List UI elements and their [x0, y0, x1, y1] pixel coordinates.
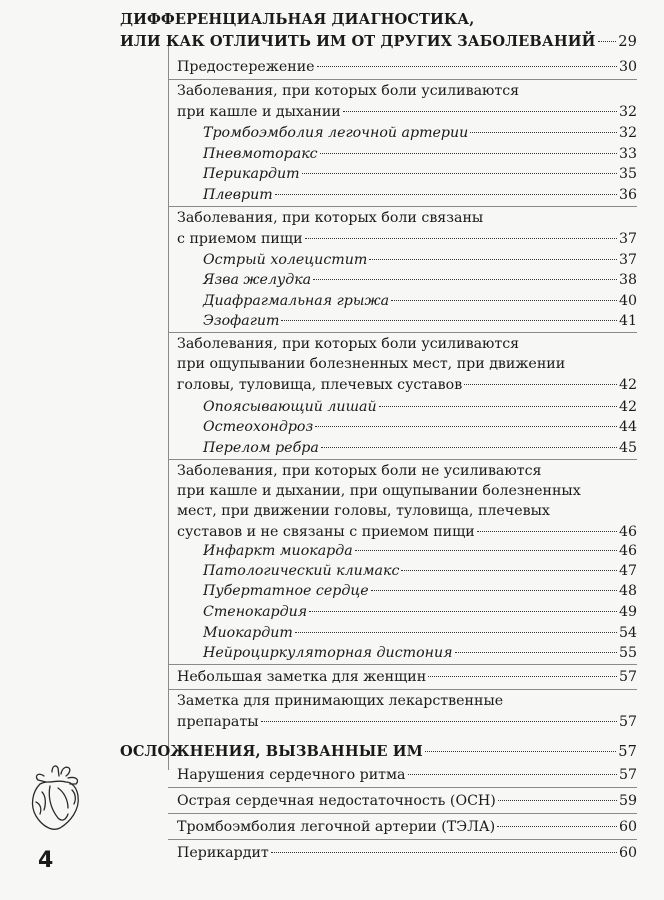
toc-item-label: Остеохондроз [203, 419, 314, 436]
leader-dots [295, 618, 617, 633]
toc-page-number: 59 [618, 793, 637, 810]
leader-dots [379, 392, 617, 407]
toc-item-label: Нейроциркуляторная дистония [203, 645, 453, 662]
toc-entry-label: Заболевания, при которых боли связаны [177, 210, 484, 226]
leader-dots [309, 597, 617, 612]
toc-page-number: 46 [618, 524, 637, 541]
toc-entry-label: головы, туловища, плечевых суставов [177, 377, 463, 394]
toc-item[interactable] [203, 437, 637, 458]
toc-entry-label: Перикардит [177, 845, 269, 862]
toc-chapter-complications[interactable] [120, 740, 637, 762]
toc-page-number: 60 [618, 819, 637, 836]
leader-dots [391, 286, 617, 301]
toc-entry-label: Тромбоэмболия легочной артерии (ТЭЛА) [177, 819, 496, 836]
toc-entry-label: Нарушения сердечного ритма [177, 767, 406, 784]
vertical-divider [168, 37, 169, 770]
toc-page-number: 35 [618, 166, 637, 183]
leader-dots [455, 638, 617, 653]
toc-page-number: 42 [618, 377, 637, 394]
toc-entry-warning[interactable] [177, 56, 637, 77]
leader-dots [261, 707, 617, 722]
leader-dots [271, 838, 617, 853]
toc-entry-heart-failure[interactable] [177, 790, 637, 811]
toc-entry-group-food[interactable] [177, 208, 637, 249]
toc-entry-group-palpation[interactable] [177, 334, 637, 395]
toc-page-number: 48 [618, 583, 637, 600]
toc-page-number: 60 [618, 845, 637, 862]
toc-page-number: 42 [618, 399, 637, 416]
leader-dots [313, 265, 617, 280]
toc-item-label: Инфаркт миокарда [203, 543, 353, 560]
toc-entry-label: препараты [177, 714, 259, 731]
leader-dots [355, 536, 617, 551]
toc-page-number: 30 [618, 59, 637, 76]
toc-page-number: 37 [618, 231, 637, 248]
leader-dots [371, 576, 617, 591]
toc-page-number: 55 [618, 645, 637, 662]
toc-chapter-differential-diagnosis[interactable] [120, 10, 637, 52]
toc-entry-label: при кашле и дыхании [177, 104, 341, 121]
toc-page-number: 38 [618, 272, 637, 289]
toc-entry-group-other[interactable] [177, 461, 637, 542]
leader-dots [315, 412, 617, 427]
toc-item-label: Патологический климакс [203, 563, 400, 580]
toc-entry-label: Заболевания, при которых боли усиливаются [177, 336, 520, 352]
toc-item-label: Пневмоторакс [203, 146, 318, 163]
toc-page-number: 29 [618, 32, 637, 50]
leader-dots [464, 370, 617, 385]
toc-chapter-title-line: ИЛИ КАК ОТЛИЧИТЬ ИМ ОТ ДРУГИХ ЗАБОЛЕВАНИЙ [120, 32, 596, 50]
divider [168, 459, 637, 460]
toc-page-number: 57 [618, 767, 637, 784]
toc-item[interactable] [203, 184, 637, 205]
toc-item-label: Плеврит [203, 187, 273, 204]
toc-page-number: 36 [618, 187, 637, 204]
toc-entry-note-women[interactable] [177, 666, 637, 687]
toc-entry-label: при кашле и дыхании, при ощупывании болезненных [177, 483, 581, 499]
toc-page-number: 54 [618, 625, 637, 642]
toc-page-number: 32 [618, 125, 637, 142]
leader-dots [321, 433, 617, 448]
leader-dots [275, 180, 617, 195]
toc-page-number: 57 [618, 714, 637, 731]
toc-page-number: 57 [618, 742, 637, 760]
leader-dots [317, 52, 617, 67]
toc-entry-group-breathing[interactable] [177, 81, 637, 122]
toc-item-label: Пубертатное сердце [203, 583, 369, 600]
toc-entry-label: мест, при движении головы, туловища, плечевых [177, 503, 550, 519]
leader-dots [477, 517, 617, 532]
toc-entry-arrhythmia[interactable] [177, 764, 637, 785]
leader-dots [369, 245, 617, 260]
toc-item-label: Опоясывающий лишай [203, 399, 377, 416]
toc-item-label: Перикардит [203, 166, 300, 183]
leader-dots [425, 736, 616, 752]
toc-entry-label: Предостережение [177, 59, 315, 76]
toc-page-number: 45 [618, 440, 637, 457]
leader-dots [302, 159, 617, 174]
toc-entry-note-drugs[interactable] [177, 691, 637, 732]
leader-dots [498, 786, 617, 801]
toc-entry-label: Небольшая заметка для женщин [177, 669, 427, 686]
leader-dots [281, 306, 616, 321]
divider [168, 332, 637, 333]
divider [168, 79, 637, 80]
toc-page-number: 40 [618, 293, 637, 310]
toc-chapter-title-line: ДИФФЕРЕНЦИАЛЬНАЯ ДИАГНОСТИКА, [120, 11, 475, 28]
toc-item-label: Диафрагмальная грыжа [203, 293, 390, 310]
page-number: 4 [38, 848, 54, 873]
toc-item-label: Тромбоэмболия легочной артерии [203, 125, 469, 142]
toc-page-number: 46 [618, 543, 637, 560]
leader-dots [401, 556, 617, 571]
anatomical-heart-icon [22, 762, 88, 834]
leader-dots [343, 97, 617, 112]
leader-dots [305, 224, 617, 239]
toc-page-number: 57 [618, 669, 637, 686]
toc-entry-label: Заболевания, при которых боли не усиливаются [177, 463, 542, 479]
toc-entry-tela[interactable] [177, 816, 637, 837]
toc-page-number: 41 [618, 313, 637, 330]
toc-entry-label: Заметка для принимающих лекарственные [177, 693, 504, 709]
toc-chapter-title-line: ОСЛОЖНЕНИЯ, ВЫЗВАННЫЕ ИМ [120, 742, 423, 760]
toc-item-label: Миокардит [203, 625, 293, 642]
toc-item[interactable] [203, 310, 637, 331]
toc-item-label: Острый холецистит [203, 252, 368, 269]
divider [168, 689, 637, 690]
toc-entry-label: суставов и не связаны с приемом пищи [177, 524, 475, 541]
toc-entry-label: Острая сердечная недостаточность (ОСН) [177, 793, 496, 810]
leader-dots [408, 760, 617, 775]
toc-page-number: 47 [618, 563, 637, 580]
toc-page-number: 32 [618, 104, 637, 121]
toc-page-number: 44 [618, 419, 637, 436]
toc-page-number: 33 [618, 146, 637, 163]
toc-entry-label: с приемом пищи [177, 231, 303, 248]
leader-dots [598, 26, 617, 42]
toc-page-number: 37 [618, 252, 637, 269]
leader-dots [320, 139, 617, 154]
divider [168, 206, 637, 207]
toc-entry-label: Заболевания, при которых боли усиливаются [177, 83, 520, 99]
leader-dots [428, 662, 617, 677]
toc-item-label: Стенокардия [203, 604, 308, 621]
leader-dots [497, 812, 617, 827]
toc-item-label: Язва желудка [203, 272, 312, 289]
toc-entry-pericarditis[interactable] [177, 842, 637, 863]
toc-page-number: 49 [618, 604, 637, 621]
toc-item[interactable] [203, 642, 637, 663]
toc-entry-label: при ощупывании болезненных мест, при движении [177, 356, 566, 372]
leader-dots [470, 118, 617, 133]
toc-item-label: Эзофагит [203, 313, 280, 330]
toc-item-label: Перелом ребра [203, 440, 319, 457]
